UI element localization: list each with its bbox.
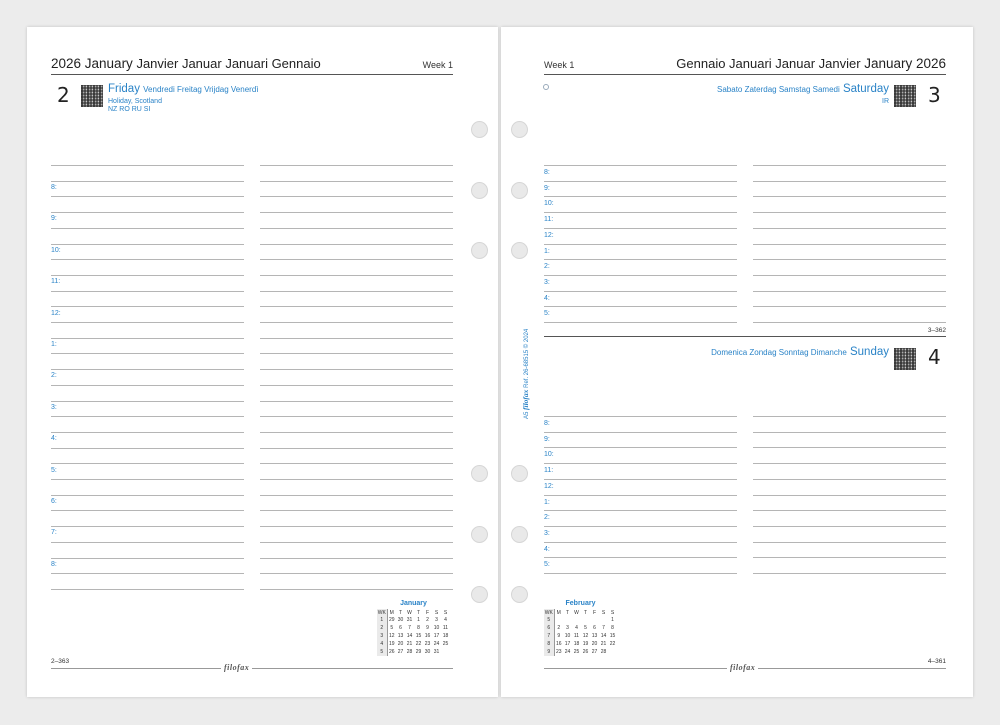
- ruled-line: [544, 291, 737, 292]
- mini-calendar-week-number: 9: [544, 648, 554, 656]
- ruled-line: [753, 244, 946, 245]
- mini-calendar-day[interactable]: 16: [555, 641, 562, 647]
- hour-label: 2:: [544, 263, 550, 271]
- sunday-translations: Domenica Zondag Sonntag Dimanche: [711, 348, 847, 357]
- mini-calendar-day[interactable]: 7: [602, 625, 605, 631]
- mini-calendar-head-cell: F: [592, 609, 597, 616]
- hour-label: 8:: [51, 184, 57, 191]
- ruled-line: [544, 510, 737, 511]
- mini-calendar-day[interactable]: [590, 616, 599, 624]
- mini-calendar-day[interactable]: 4: [444, 617, 447, 623]
- ruled-line: [260, 181, 453, 182]
- punch-hole: [471, 526, 488, 543]
- mini-calendar-day[interactable]: 12: [388, 633, 395, 639]
- ruled-line: [51, 306, 244, 307]
- ruled-line: [753, 432, 946, 433]
- ruled-line: [544, 495, 737, 496]
- mini-calendar-day[interactable]: 23: [424, 641, 431, 647]
- mini-calendar-day[interactable]: 15: [415, 633, 422, 639]
- punch-hole: [511, 182, 528, 199]
- mini-calendar-week-number: 4: [377, 640, 387, 648]
- hour-label: 1:: [544, 247, 550, 255]
- hour-label: 4:: [544, 545, 550, 553]
- mini-calendar-day[interactable]: 18: [573, 641, 580, 647]
- mini-calendar-week-number: 5: [544, 616, 554, 624]
- ruled-line: [51, 181, 244, 182]
- mini-calendar-day[interactable]: [581, 616, 590, 624]
- left-page-header: [51, 56, 321, 71]
- left-month-translations: Janvier Januar Januari Gennaio: [136, 56, 321, 71]
- qr-code-icon[interactable]: [81, 85, 103, 107]
- mini-calendar-week-number: 6: [544, 624, 554, 632]
- mini-calendar-head-cell: WK: [377, 609, 386, 616]
- ruled-line: [51, 510, 244, 511]
- right-week-label: Week 1: [544, 60, 575, 70]
- left-day-translations: Vendredi Freitag Vrijdag Venerdì: [143, 85, 259, 94]
- mini-calendar-day[interactable]: 2: [557, 625, 561, 631]
- saturday-country-codes: IR: [882, 98, 889, 105]
- left-week-label: Week 1: [422, 60, 453, 70]
- hour-label: 8:: [51, 560, 57, 568]
- ruled-line: [753, 212, 946, 213]
- mini-calendar-day[interactable]: 31: [433, 649, 440, 655]
- ruled-line: [544, 557, 737, 558]
- ruled-line: [544, 526, 737, 527]
- ruled-line: [260, 542, 453, 543]
- mini-calendar-day[interactable]: 13: [591, 633, 598, 639]
- mini-calendar-table: [544, 609, 617, 656]
- ruled-line: [51, 479, 244, 480]
- mini-calendar-head-cell: F: [425, 609, 430, 616]
- ruled-line: [544, 228, 737, 229]
- punch-hole: [511, 121, 528, 138]
- ruled-line: [51, 589, 244, 590]
- ruled-line: [51, 448, 244, 449]
- mini-calendar-day[interactable]: 1: [417, 617, 420, 623]
- ruled-line: [51, 228, 244, 229]
- hour-label: 3:: [51, 403, 57, 411]
- ruled-line: [260, 275, 453, 276]
- mini-calendar-january: [377, 600, 450, 656]
- mini-calendar-month: January: [400, 600, 427, 607]
- mini-calendar-day[interactable]: [572, 616, 581, 624]
- hour-label: 5:: [544, 561, 550, 569]
- ruled-line: [51, 291, 244, 292]
- hour-label: 4:: [51, 435, 57, 443]
- ruled-line: [753, 495, 946, 496]
- sunday-day-number: 4: [928, 345, 941, 369]
- qr-code-icon[interactable]: [894, 348, 916, 370]
- punch-hole: [511, 465, 528, 482]
- mini-calendar-head-cell: WK: [544, 609, 553, 616]
- ruled-line: [260, 244, 453, 245]
- ruled-line: [260, 495, 453, 496]
- ruled-line: [260, 338, 453, 339]
- left-day-number: 2: [57, 83, 70, 107]
- hour-label: 3:: [544, 529, 550, 537]
- ruled-line: [260, 416, 453, 417]
- ruled-line: [51, 244, 244, 245]
- ruled-line: [544, 479, 737, 480]
- ruled-line: [260, 196, 453, 197]
- mini-calendar-day[interactable]: 7: [408, 625, 411, 631]
- mini-calendar-day[interactable]: 8: [611, 625, 614, 631]
- ruled-line: [260, 322, 453, 323]
- circle-marker-icon: [543, 84, 549, 90]
- mini-calendar-day[interactable]: 24: [564, 649, 571, 655]
- punch-hole: [471, 242, 488, 259]
- ruled-line: [544, 432, 737, 433]
- ruled-line: [51, 212, 244, 213]
- qr-code-icon[interactable]: [894, 85, 916, 107]
- hour-label: 10:: [544, 200, 554, 208]
- mini-calendar-day[interactable]: 28: [406, 649, 413, 655]
- hour-label: 1:: [51, 341, 57, 348]
- mini-calendar-week-number: 2: [377, 624, 387, 632]
- mini-calendar-head-cell: T: [398, 609, 403, 616]
- mini-calendar-day[interactable]: 14: [406, 633, 413, 639]
- ruled-line: [544, 259, 737, 260]
- mini-calendar-day[interactable]: 30: [397, 617, 404, 623]
- left-day-name: Friday: [108, 83, 140, 95]
- mini-calendar-day[interactable]: 20: [591, 641, 598, 647]
- mini-calendar-head-cell: T: [565, 609, 570, 616]
- left-page-count: 2–363: [51, 658, 70, 665]
- left-day-name-block: [108, 83, 259, 95]
- ruled-line: [51, 526, 244, 527]
- right-month-translations: Gennaio Januari Januar Janvier: [676, 56, 861, 71]
- hour-label: 8:: [544, 420, 550, 427]
- mini-calendar-day[interactable]: 19: [388, 641, 395, 647]
- side-size: A5: [524, 411, 530, 419]
- left-brand-logo: filofax: [221, 663, 252, 672]
- mini-calendar-day[interactable]: 4: [575, 625, 578, 631]
- ruled-line: [544, 416, 737, 417]
- ruled-line: [51, 385, 244, 386]
- ruled-line: [260, 479, 453, 480]
- mini-calendar-week-number: 8: [544, 640, 554, 648]
- right-page-count: 4–361: [927, 658, 946, 665]
- saturday-page-count: 3–362: [927, 327, 946, 334]
- ruled-line: [51, 542, 244, 543]
- side-brand: filofax: [521, 389, 530, 410]
- mini-calendar-head-cell: S: [601, 609, 606, 616]
- mini-calendar-day[interactable]: 31: [406, 617, 413, 623]
- mini-calendar-day[interactable]: 6: [593, 625, 596, 631]
- mini-calendar-day[interactable]: 22: [609, 641, 616, 647]
- ruled-line: [51, 463, 244, 464]
- hour-label: 2:: [544, 514, 550, 522]
- mini-calendar-day[interactable]: 17: [433, 633, 440, 639]
- ruled-line: [260, 306, 453, 307]
- ruled-line: [260, 212, 453, 213]
- ruled-line: [544, 212, 737, 213]
- right-header-rule: [544, 74, 946, 75]
- right-diary-page: [501, 27, 973, 697]
- mini-calendar-head-cell: T: [583, 609, 588, 616]
- ruled-line: [753, 306, 946, 307]
- ruled-line: [51, 165, 244, 166]
- ruled-line: [51, 275, 244, 276]
- mini-calendar-head-cell: S: [434, 609, 439, 616]
- mini-calendar-day[interactable]: 16: [424, 633, 431, 639]
- mini-calendar-day[interactable]: 2: [426, 617, 429, 623]
- mini-calendar-day[interactable]: 29: [388, 617, 395, 623]
- ruled-line: [753, 416, 946, 417]
- right-month-year: January 2026: [864, 56, 946, 71]
- mini-calendar-head-cell: M: [556, 609, 561, 616]
- ruled-line: [753, 463, 946, 464]
- mini-calendar-day[interactable]: 30: [424, 649, 431, 655]
- left-diary-page: [27, 27, 498, 697]
- side-ref: Ref. 26-68515 © 2024: [524, 328, 530, 388]
- mini-calendar-day[interactable]: 18: [442, 633, 449, 639]
- ruled-line: [260, 510, 453, 511]
- ruled-line: [753, 228, 946, 229]
- ruled-line: [260, 228, 453, 229]
- ruled-line: [51, 353, 244, 354]
- mini-calendar-day[interactable]: 24: [433, 641, 440, 647]
- ruled-line: [544, 306, 737, 307]
- right-brand-logo: filofax: [727, 663, 758, 672]
- hour-label: 6:: [51, 498, 57, 505]
- mini-calendar-february: [544, 600, 617, 656]
- hour-label: 5:: [51, 466, 57, 474]
- mini-calendar-day[interactable]: 5: [390, 625, 394, 631]
- ruled-line: [260, 448, 453, 449]
- punch-hole: [471, 182, 488, 199]
- left-holiday-note: Holiday, Scotland: [108, 98, 162, 105]
- ruled-line: [51, 401, 244, 402]
- punch-hole: [511, 526, 528, 543]
- hour-label: 1:: [544, 498, 550, 506]
- mini-calendar-week-number: 7: [544, 632, 554, 640]
- ruled-line: [51, 495, 244, 496]
- ruled-line: [544, 165, 737, 166]
- hour-label: 9:: [544, 435, 550, 443]
- day-divider-rule: [544, 336, 946, 337]
- mini-calendar-week-number: 3: [377, 632, 387, 640]
- mini-calendar-month: February: [565, 600, 596, 607]
- mini-calendar-day[interactable]: 26: [582, 649, 589, 655]
- mini-calendar-day[interactable]: 27: [397, 649, 404, 655]
- mini-calendar-day[interactable]: 28: [600, 649, 607, 655]
- mini-calendar-day[interactable]: 9: [557, 633, 561, 639]
- mini-calendar-day[interactable]: 3: [566, 625, 569, 631]
- ruled-line: [544, 275, 737, 276]
- mini-calendar-head-cell: M: [389, 609, 394, 616]
- ruled-line: [51, 558, 244, 559]
- mini-calendar-day[interactable]: 21: [600, 641, 607, 647]
- ruled-line: [260, 369, 453, 370]
- mini-calendar-head-cell: W: [574, 609, 579, 616]
- hour-label: 11:: [544, 216, 554, 224]
- ruled-line: [260, 589, 453, 590]
- ruled-line: [753, 165, 946, 166]
- punch-hole: [471, 465, 488, 482]
- ruled-line: [51, 338, 244, 339]
- mini-calendar-table: [377, 609, 450, 656]
- right-page-header: [676, 56, 946, 71]
- mini-calendar-day[interactable]: [599, 616, 608, 624]
- mini-calendar-day[interactable]: [554, 616, 563, 624]
- ruled-line: [753, 196, 946, 197]
- mini-calendar-day[interactable]: 8: [417, 625, 420, 631]
- mini-calendar-day[interactable]: 19: [582, 641, 589, 647]
- mini-calendar-day[interactable]: 22: [415, 641, 422, 647]
- hour-label: 8:: [544, 169, 550, 176]
- ruled-line: [260, 165, 453, 166]
- sunday-name-block: [711, 346, 889, 358]
- mini-calendar-day[interactable]: 25: [442, 641, 449, 647]
- hour-label: 12:: [51, 309, 61, 317]
- hour-label: 5:: [544, 310, 550, 318]
- mini-calendar-day[interactable]: 25: [573, 649, 580, 655]
- saturday-day-number: 3: [928, 83, 941, 107]
- punch-hole: [511, 242, 528, 259]
- mini-calendar-head-cell: T: [416, 609, 421, 616]
- mini-calendar-day[interactable]: 14: [600, 633, 607, 639]
- hour-label: 12:: [544, 231, 554, 239]
- mini-calendar-week-number: 1: [377, 616, 387, 624]
- mini-calendar-day[interactable]: 29: [415, 649, 422, 655]
- ruled-line: [753, 479, 946, 480]
- mini-calendar-day[interactable]: [441, 648, 450, 656]
- hour-label: 10:: [544, 451, 554, 459]
- mini-calendar-day[interactable]: [563, 616, 572, 624]
- mini-calendar-head-cell: W: [407, 609, 412, 616]
- ruled-line: [51, 416, 244, 417]
- ruled-line: [260, 463, 453, 464]
- punch-hole: [471, 121, 488, 138]
- ruled-line: [260, 573, 453, 574]
- mini-calendar-day[interactable]: 12: [582, 633, 589, 639]
- mini-calendar-day[interactable]: 26: [388, 649, 395, 655]
- ruled-line: [260, 259, 453, 260]
- mini-calendar-day[interactable]: 21: [406, 641, 413, 647]
- mini-calendar-day[interactable]: 6: [399, 625, 402, 631]
- mini-calendar-day[interactable]: 5: [584, 625, 587, 631]
- left-country-codes: NZ RO RU SI: [108, 106, 151, 113]
- ruled-line: [260, 385, 453, 386]
- ruled-line: [753, 542, 946, 543]
- left-year-month: 2026 January: [51, 56, 133, 71]
- mini-calendar-day[interactable]: 13: [397, 633, 404, 639]
- hour-label: 12:: [544, 482, 554, 490]
- saturday-name: Saturday: [842, 83, 889, 95]
- ruled-line: [753, 259, 946, 260]
- mini-calendar-week-number: 5: [377, 648, 387, 656]
- ruled-line: [544, 181, 737, 182]
- mini-calendar-day[interactable]: 20: [397, 641, 404, 647]
- mini-calendar-head-cell: S: [610, 609, 615, 616]
- punch-hole: [511, 586, 528, 603]
- ruled-line: [51, 369, 244, 370]
- hour-label: 3:: [544, 278, 550, 286]
- hour-label: 7:: [51, 529, 57, 537]
- ruled-line: [260, 558, 453, 559]
- hour-label: 2:: [51, 372, 57, 380]
- ruled-line: [51, 196, 244, 197]
- ruled-line: [260, 432, 453, 433]
- ruled-line: [544, 244, 737, 245]
- sunday-name: Sunday: [849, 346, 889, 358]
- ruled-line: [753, 291, 946, 292]
- ruled-line: [260, 401, 453, 402]
- ruled-line: [753, 275, 946, 276]
- ruled-line: [753, 573, 946, 574]
- mini-calendar-day[interactable]: 11: [442, 625, 449, 631]
- mini-calendar-day[interactable]: 9: [426, 625, 429, 631]
- ruled-line: [260, 291, 453, 292]
- mini-calendar-day[interactable]: 23: [555, 649, 562, 655]
- mini-calendar-day[interactable]: 10: [433, 625, 440, 631]
- ruled-line: [544, 463, 737, 464]
- mini-calendar-day[interactable]: 15: [609, 633, 616, 639]
- ruled-line: [753, 181, 946, 182]
- ruled-line: [260, 526, 453, 527]
- saturday-translations: Sabato Zaterdag Samstag Samedi: [717, 85, 840, 94]
- hour-label: 4:: [544, 294, 550, 302]
- mini-calendar-day[interactable]: 3: [435, 617, 438, 623]
- mini-calendar-day[interactable]: [608, 648, 617, 656]
- hour-label: 11:: [544, 467, 554, 475]
- mini-calendar-head-cell: S: [443, 609, 448, 616]
- side-ref-text: [521, 329, 530, 419]
- hour-label: 9:: [51, 215, 57, 223]
- ruled-line: [544, 322, 737, 323]
- ruled-line: [753, 510, 946, 511]
- ruled-line: [544, 196, 737, 197]
- ruled-line: [51, 432, 244, 433]
- mini-calendar-day[interactable]: 10: [564, 633, 571, 639]
- hour-label: 10:: [51, 246, 61, 254]
- ruled-line: [544, 447, 737, 448]
- ruled-line: [51, 573, 244, 574]
- ruled-line: [51, 322, 244, 323]
- ruled-line: [544, 573, 737, 574]
- saturday-name-block: [717, 83, 889, 95]
- ruled-line: [544, 542, 737, 543]
- ruled-line: [753, 557, 946, 558]
- ruled-line: [753, 447, 946, 448]
- ruled-line: [51, 259, 244, 260]
- mini-calendar-day[interactable]: 17: [564, 641, 571, 647]
- left-header-rule: [51, 74, 453, 75]
- hour-label: 9:: [544, 184, 550, 192]
- mini-calendar-day[interactable]: 27: [591, 649, 598, 655]
- mini-calendar-day[interactable]: 11: [573, 633, 580, 639]
- mini-calendar-day[interactable]: 1: [611, 617, 614, 623]
- ruled-line: [260, 353, 453, 354]
- punch-hole: [471, 586, 488, 603]
- ruled-line: [753, 322, 946, 323]
- hour-label: 11:: [51, 278, 61, 286]
- ruled-line: [753, 526, 946, 527]
